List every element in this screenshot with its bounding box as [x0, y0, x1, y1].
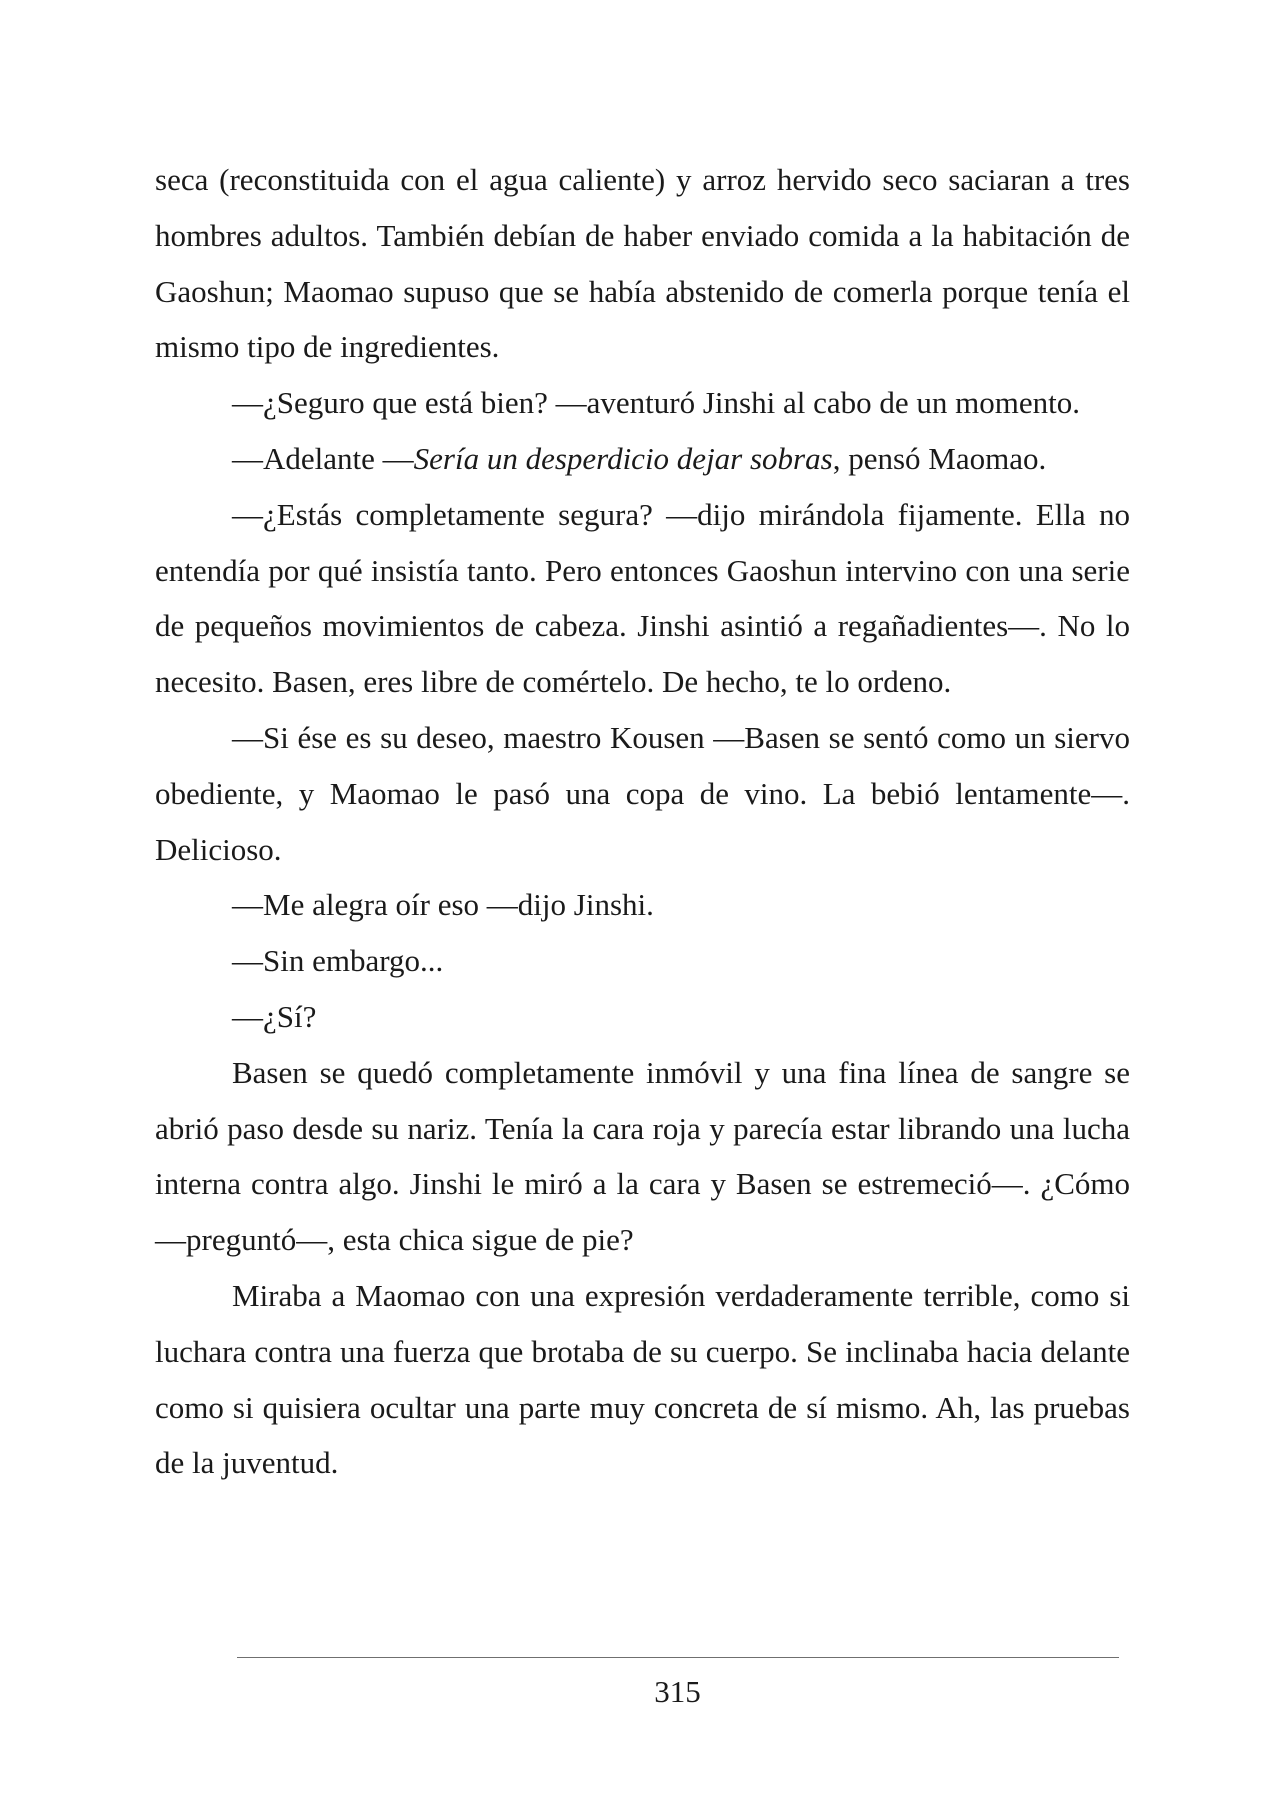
paragraph-dialogue: —Si ése es su deseo, maestro Kousen —Basen se sentó como un siervo obediente, y Maomao le pasó una copa de vino. La bebió lentamente—. Delicioso. [155, 719, 1130, 867]
paragraph-dialogue: —Sin embargo... [232, 943, 444, 979]
footer-divider [237, 1657, 1119, 1658]
paragraph-dialogue: —Me alegra oír eso —dijo Jinshi. [232, 887, 654, 923]
paragraph-narrative: Basen se quedó completamente inmóvil y una fina línea de sangre se abrió paso desde su nariz. Tenía la cara roja y parecía estar librando una lucha interna contra algo. Jinshi le miró a la cara y Basen se estremeció—. ¿Cómo —preguntó—, esta chica sigue de pie? [155, 1054, 1130, 1258]
paragraph-continuation: seca (reconstituida con el agua caliente) y arroz hervido seco saciaran a tres hombres adultos. También debían de haber enviado comida a la habitación de Gaoshun; Maomao supuso que se había abstenido de comerla porque tenía el mismo tipo de ingredientes. [155, 162, 1130, 365]
paragraph-dialogue: —¿Sí? [232, 998, 317, 1034]
paragraph-dialogue: —¿Estás completamente segura? —dijo mirándola fijamente. Ella no entendía por qué insistía tanto. Pero entonces Gaoshun intervino con una serie de pequeños movimientos de cabeza. Jinshi asintió a regañadientes—. No lo necesito. Basen, eres libre de comértelo. De hecho, te lo ordeno. [155, 496, 1130, 700]
paragraph-dialogue [155, 431, 1130, 487]
paragraph-narrative: Miraba a Maomao con una expresión verdaderamente terrible, como si luchara contra una fuerza que brotaba de su cuerpo. Se inclinaba hacia delante como si quisiera ocultar una parte muy concreta de sí mismo. Ah, las pruebas de la juventud. [155, 1277, 1130, 1481]
paragraph-dialogue: —¿Seguro que está bien? —aventuró Jinshi al cabo de un momento. [232, 385, 1080, 421]
dialogue-text: —Adelante — [232, 440, 414, 476]
page-number: 315 [654, 1674, 701, 1709]
italic-thought: Sería un desperdicio dejar sobras [413, 440, 833, 476]
body-text [155, 152, 1130, 1491]
dialogue-text: , pensó Maomao. [832, 440, 1047, 476]
